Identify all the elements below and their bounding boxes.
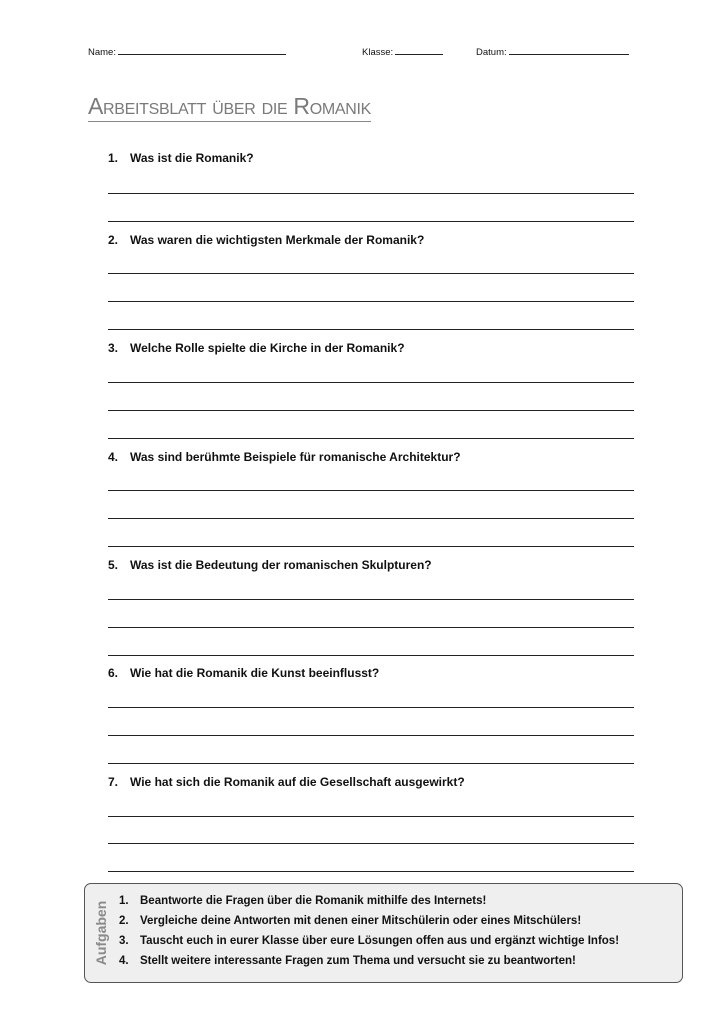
task-number: 3. (119, 935, 129, 947)
task-item (119, 931, 619, 951)
question-label: Was waren die wichtigsten Merkmale der Romanik? (130, 233, 425, 247)
question-label: Wie hat sich die Romanik auf die Gesellschaft ausgewirkt? (130, 775, 465, 789)
tasks-label: Aufgaben (93, 900, 109, 966)
question-number: 2. (108, 233, 119, 247)
task-text: Tauscht euch in eurer Klasse über eure Lösungen offen aus und ergänzt wichtige Infos! (140, 935, 620, 947)
question-number: 3. (108, 341, 119, 355)
answer-line[interactable] (108, 438, 634, 439)
task-list (119, 891, 619, 971)
question-7 (108, 775, 634, 789)
name-label: Name: (88, 47, 116, 58)
task-text: Beantworte die Fragen über die Romanik mithilfe des Internets! (140, 895, 487, 907)
answer-line[interactable] (108, 329, 634, 330)
answer-line[interactable] (108, 546, 634, 547)
question-label: Was sind berühmte Beispiele für romanische Architektur? (130, 450, 461, 464)
question-text (108, 775, 634, 789)
class-field (362, 45, 443, 58)
question-label: Welche Rolle spielte die Kirche in der Romanik? (130, 341, 405, 355)
question-text (108, 151, 634, 165)
worksheet-header (0, 45, 724, 61)
question-4 (108, 450, 634, 464)
class-label: Klasse: (362, 47, 394, 58)
answer-line[interactable] (108, 843, 634, 844)
answer-line[interactable] (108, 871, 634, 872)
answer-line[interactable] (108, 816, 634, 817)
answer-line[interactable] (108, 518, 634, 519)
date-blank[interactable] (509, 45, 629, 55)
name-field (88, 45, 286, 58)
question-number: 7. (108, 775, 119, 789)
question-1 (108, 151, 634, 165)
answer-line[interactable] (108, 735, 634, 736)
task-item (119, 911, 619, 931)
question-2 (108, 233, 634, 247)
question-number: 6. (108, 666, 119, 680)
question-label: Was ist die Bedeutung der romanischen Skulpturen? (130, 558, 432, 572)
worksheet-title: Arbeitsblatt über die Romanik (88, 92, 371, 122)
question-text (108, 450, 634, 464)
question-label: Wie hat die Romanik die Kunst beeinflusst? (130, 666, 380, 680)
task-item (119, 951, 619, 971)
tasks-label-container (88, 884, 114, 982)
question-6 (108, 666, 634, 680)
question-text (108, 558, 634, 572)
name-blank[interactable] (118, 45, 286, 55)
answer-line[interactable] (108, 627, 634, 628)
answer-line[interactable] (108, 763, 634, 764)
question-text (108, 666, 634, 680)
date-field (476, 45, 629, 58)
date-label: Datum: (476, 47, 507, 58)
task-text: Vergleiche deine Antworten mit denen einer Mitschülerin oder eines Mitschülers! (140, 915, 582, 927)
question-3 (108, 341, 634, 355)
class-blank[interactable] (395, 45, 443, 55)
answer-line[interactable] (108, 410, 634, 411)
answer-line[interactable] (108, 273, 634, 274)
question-text (108, 233, 634, 247)
tasks-box (84, 883, 683, 983)
task-number: 1. (119, 895, 129, 907)
answer-line[interactable] (108, 221, 634, 222)
question-text (108, 341, 634, 355)
answer-line[interactable] (108, 382, 634, 383)
question-number: 5. (108, 558, 119, 572)
task-item (119, 891, 619, 911)
answer-line[interactable] (108, 655, 634, 656)
answer-line[interactable] (108, 490, 634, 491)
task-number: 2. (119, 915, 129, 927)
task-number: 4. (119, 955, 129, 967)
answer-line[interactable] (108, 193, 634, 194)
question-number: 1. (108, 151, 119, 165)
answer-line[interactable] (108, 301, 634, 302)
question-label: Was ist die Romanik? (130, 151, 254, 165)
answer-line[interactable] (108, 707, 634, 708)
answer-line[interactable] (108, 599, 634, 600)
question-number: 4. (108, 450, 119, 464)
task-text: Stellt weitere interessante Fragen zum Thema und versucht sie zu beantworten! (140, 955, 576, 967)
question-5 (108, 558, 634, 572)
